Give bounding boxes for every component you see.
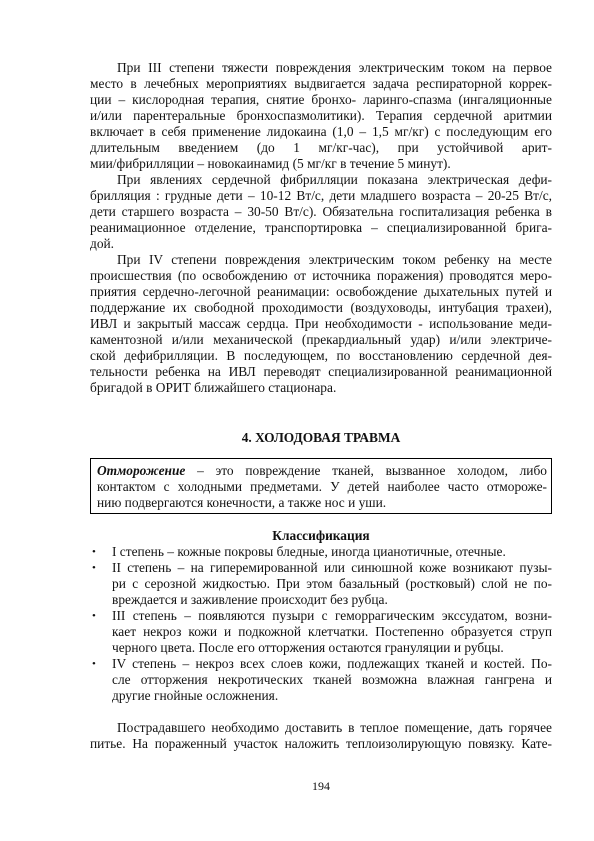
list-item-text: вреждается и заживление происходит без рубца. [112, 592, 388, 607]
text-line: происшествия (по освобождению от источника поражения) проводятся меро- [90, 268, 552, 283]
list-item-text: кает некроз кожи и подкожной клетчатки. Постепенно образуется струп [112, 624, 552, 639]
text-line: каментозной и/или механической (прекардиальный удар) и/или электриче- [90, 332, 552, 347]
text-line: При IV степени повреждения электрическим током ребенку на месте [117, 252, 552, 267]
section-title: 4. ХОЛОДОВАЯ ТРАВМА [241, 430, 401, 445]
text-line: мии/фибрилляции – новокаинамид (5 мг/кг в течение 5 минут). [90, 156, 451, 171]
bullet-icon: • [92, 562, 96, 574]
list-item-text: ри с серозной жидкостью. При этом базальный (ростковый) слой не по- [112, 576, 552, 591]
bullet-icon: • [92, 610, 96, 622]
list-item-text: III степень – появляются пузыри с геморрагическим экссудатом, возни- [112, 608, 552, 623]
text-line: дети старшего возраста – 30-50 Вт/с). Обязательна госпитализация ребенка в [90, 204, 552, 219]
bullet-icon: • [92, 546, 96, 558]
text-line: дой. [90, 236, 115, 251]
definition-line-2: контактом с холодными предметами. У детей наиболее часто отмороже- [97, 479, 547, 494]
text-line: бригадой в ОРИТ ближайшего стационара. [90, 380, 337, 395]
text-line: реанимационное отделение, транспортировка – специализированной брига- [90, 220, 552, 235]
definition-line-1 [97, 463, 547, 479]
text-line: приятия сердечно-легочной реанимации: освобождение дыхательных путей и [90, 284, 552, 299]
text-line: Пострадавшего необходимо доставить в теплое помещение, дать горячее [117, 720, 552, 735]
list-item-text: черного цвета. После его отторжения остаются грануляции и рубцы. [112, 640, 504, 655]
list-item-text: I степень – кожные покровы бледные, иногда цианотичные, отечные. [112, 544, 506, 559]
definition-line-3: нию подвергаются конечности, а также нос и уши. [97, 495, 387, 510]
text-line: брилляция : грудные дети – 10-12 Вт/с, дети младшего возраста – 20-25 Вт/с, [90, 188, 552, 203]
text-line: ской дефибрилляции. В последующем, по восстановлению сердечной дея- [90, 348, 552, 363]
classification-title: Классификация [272, 528, 370, 543]
list-item-text: II степень – на гиперемированной или синюшной коже возникают пузы- [112, 560, 552, 575]
bullet-icon: • [92, 658, 96, 670]
page-number: 194 [312, 779, 330, 793]
text-line: ции – кислородная терапия, снятие бронхо- ларинго-спазма (ингаляционные [90, 92, 552, 107]
list-item-text: другие гнойные осложнения. [112, 688, 279, 703]
text-line: ИВЛ и закрытый массаж сердца. При необходимости - использование меди- [90, 316, 552, 331]
text-line: поддержание их свободной проходимости (воздуховоды, интубация трахеи), [90, 300, 552, 315]
text-line: тельности ребенка на ИВЛ переводят специализированной реанимационной [90, 364, 552, 379]
text-line: включает в себя применение лидокаина (1,0 – 1,5 мг/кг) с последующим его [90, 124, 552, 139]
definition-term: Отморожение [97, 463, 186, 478]
text-line: длительным введением (до 1 мг/кг-час), при устойчивой арит- [90, 140, 552, 155]
text-line: питье. На пораженный участок наложить теплоизолирующую повязку. Кате- [90, 736, 552, 751]
text-line: место в лечебных мероприятиях выдвигается задача респираторной коррек- [90, 76, 552, 91]
text-line: При III степени тяжести повреждения электрическим током на первое [117, 60, 552, 75]
text-line: При явлениях сердечной фибрилляции показана электрическая дефи- [117, 172, 552, 187]
definition-text: – это повреждение тканей, вызванное холодом, либо [185, 463, 547, 478]
text-line: и/или парентеральные бронхоспазмолитики). Терапия сердечной аритмии [90, 108, 552, 123]
list-item-text: сле отторжения некротических тканей возможна влажная гангрена и [112, 672, 552, 687]
list-item-text: IV степень – некроз всех слоев кожи, подлежащих тканей и костей. По- [112, 656, 552, 671]
